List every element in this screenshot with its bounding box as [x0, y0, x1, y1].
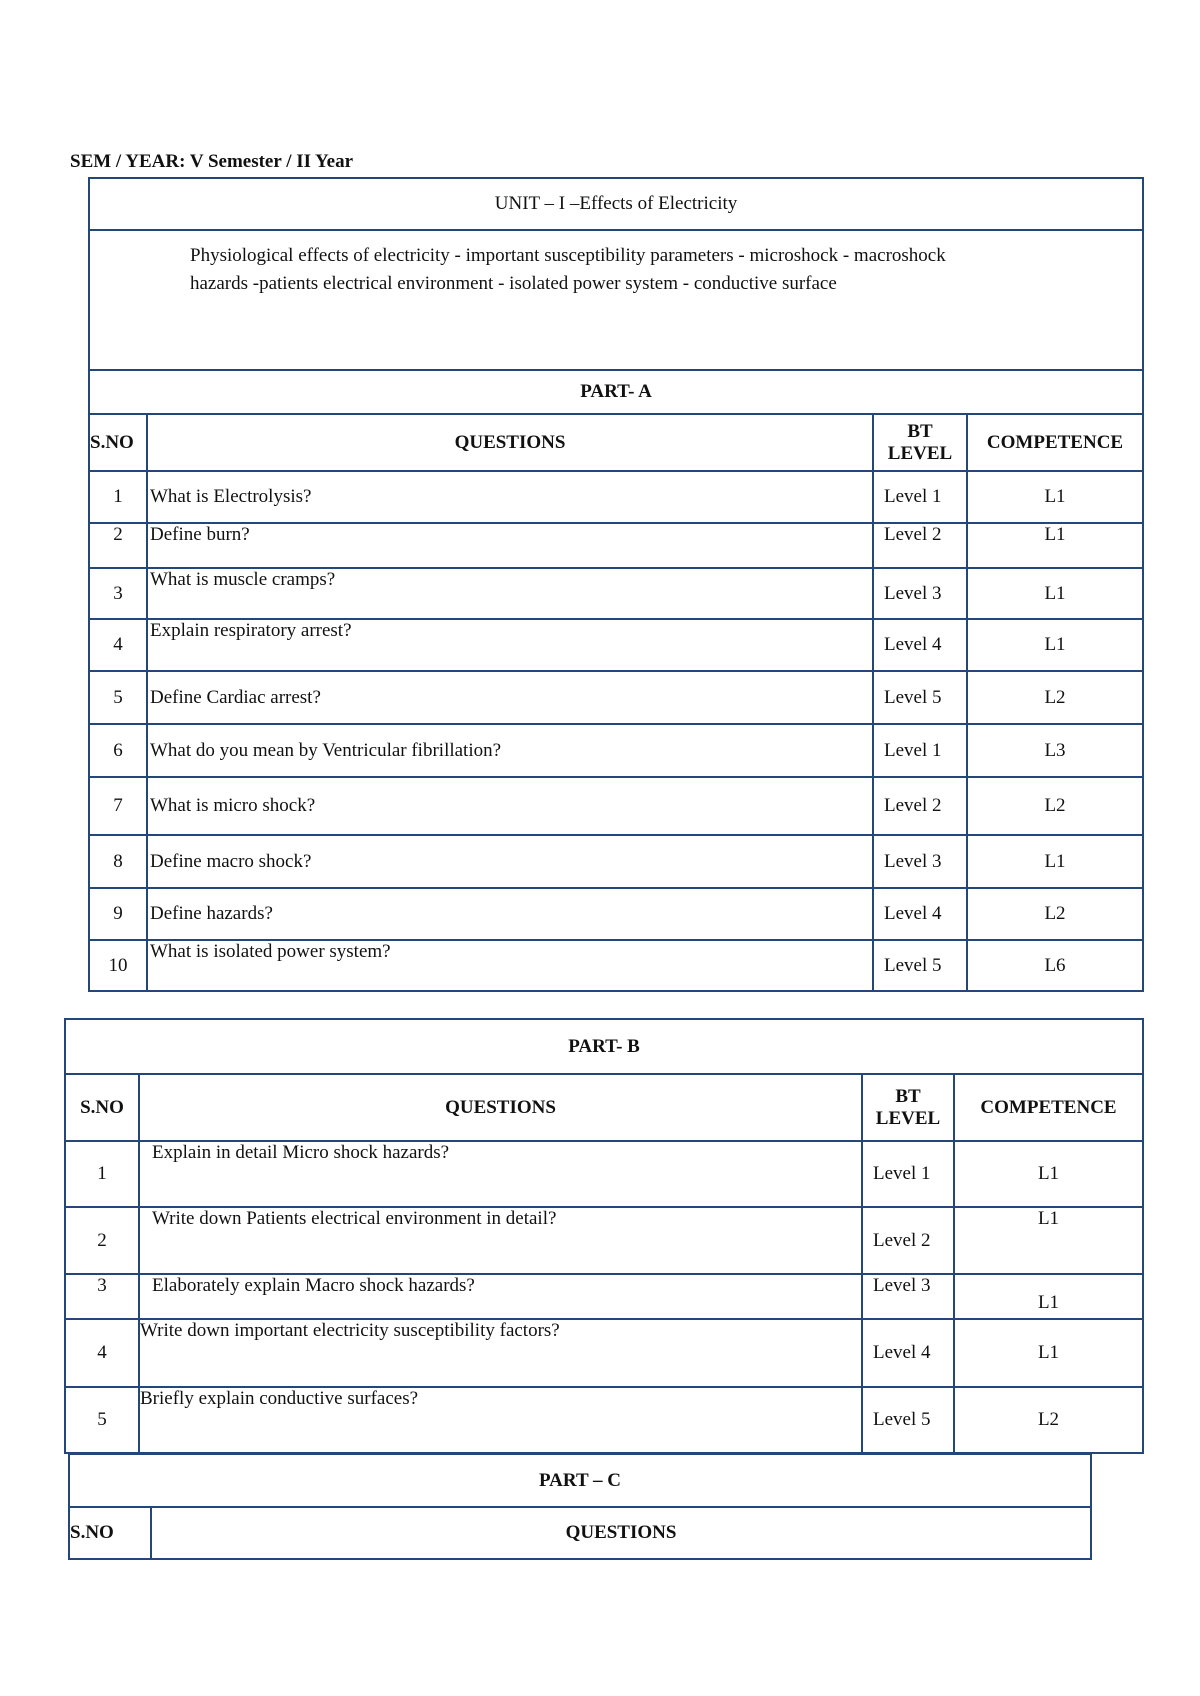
table-row: [89, 523, 1143, 568]
questions-header: QUESTIONS: [151, 1507, 1091, 1559]
bt-level-cell: Level 2: [862, 1207, 954, 1274]
table-row: [89, 619, 1143, 671]
competence-cell: L1: [954, 1207, 1143, 1274]
sno-header: S.NO: [69, 1507, 151, 1559]
syllabus-line-1: Physiological effects of electricity - important susceptibility parameters - microshock - macroshock: [190, 245, 946, 266]
competence-cell: L3: [967, 724, 1143, 777]
competence-cell: L6: [967, 940, 1143, 991]
table-row: [65, 1274, 1143, 1319]
bt-level-cell: Level 3: [873, 835, 967, 888]
question-cell: What is micro shock?: [147, 777, 873, 835]
bt-level-cell: Level 5: [873, 671, 967, 724]
bt-level-cell: Level 4: [873, 888, 967, 940]
sno-cell: 5: [89, 671, 147, 724]
bt-level-cell: Level 1: [873, 724, 967, 777]
competence-cell: L2: [967, 671, 1143, 724]
sem-year-heading: SEM / YEAR: V Semester / II Year: [70, 151, 354, 172]
table-row: [65, 1207, 1143, 1274]
syllabus-line-2: hazards -patients electrical environment - isolated power system - conductive surface: [190, 273, 837, 294]
competence-cell: L1: [967, 523, 1143, 568]
part-c-table: [68, 1453, 1092, 1560]
question-cell: Explain respiratory arrest?: [147, 619, 873, 671]
question-cell: What is Electrolysis?: [147, 471, 873, 523]
table-row: [89, 940, 1143, 991]
part-c-title: PART – C: [69, 1454, 1091, 1507]
table-row: [89, 471, 1143, 523]
competence-cell: L1: [954, 1141, 1143, 1207]
sno-cell: 3: [89, 568, 147, 619]
bt-level-cell: Level 3: [873, 568, 967, 619]
bt-level-cell: Level 2: [873, 777, 967, 835]
question-cell: Write down important electricity susceptibility factors?: [139, 1319, 862, 1387]
table-row: [65, 1141, 1143, 1207]
sno-header: S.NO: [89, 414, 147, 471]
question-cell: What is isolated power system?: [147, 940, 873, 991]
table-row: [89, 671, 1143, 724]
question-cell: Elaborately explain Macro shock hazards?: [139, 1274, 862, 1319]
sno-cell: 7: [89, 777, 147, 835]
bt-level-cell: Level 2: [873, 523, 967, 568]
competence-cell: L1: [954, 1274, 1143, 1319]
bt-level-cell: Level 4: [873, 619, 967, 671]
questions-header: QUESTIONS: [147, 414, 873, 471]
competence-cell: L1: [967, 619, 1143, 671]
question-cell: Explain in detail Micro shock hazards?: [139, 1141, 862, 1207]
question-cell: What do you mean by Ventricular fibrillation?: [147, 724, 873, 777]
competence-cell: L1: [967, 568, 1143, 619]
sno-cell: 8: [89, 835, 147, 888]
sno-header: S.NO: [65, 1074, 139, 1141]
competence-cell: L1: [967, 835, 1143, 888]
competence-header: COMPETENCE: [967, 414, 1143, 471]
question-cell: Define Cardiac arrest?: [147, 671, 873, 724]
competence-cell: L2: [967, 777, 1143, 835]
sno-cell: 2: [89, 523, 147, 568]
part-a-title: PART- A: [89, 370, 1143, 414]
table-row: [65, 1319, 1143, 1387]
bt-level-cell: Level 5: [862, 1387, 954, 1453]
question-cell: Write down Patients electrical environment in detail?: [139, 1207, 862, 1274]
bt-level-cell: Level 3: [862, 1274, 954, 1319]
question-cell: Define burn?: [147, 523, 873, 568]
bt-level-cell: Level 4: [862, 1319, 954, 1387]
sno-cell: 4: [65, 1319, 139, 1387]
sno-cell: 2: [65, 1207, 139, 1274]
sno-cell: 6: [89, 724, 147, 777]
competence-cell: L2: [967, 888, 1143, 940]
competence-cell: L2: [954, 1387, 1143, 1453]
table-row: [89, 777, 1143, 835]
bt-level-header: BT LEVEL: [873, 414, 967, 471]
sno-cell: 1: [65, 1141, 139, 1207]
bt-level-cell: Level 5: [873, 940, 967, 991]
question-cell: Define macro shock?: [147, 835, 873, 888]
question-cell: Briefly explain conductive surfaces?: [139, 1387, 862, 1453]
unit-syllabus: [89, 230, 1143, 370]
sno-cell: 3: [65, 1274, 139, 1319]
sno-cell: 1: [89, 471, 147, 523]
competence-header: COMPETENCE: [954, 1074, 1143, 1141]
part-b-table: [64, 1018, 1144, 1454]
competence-cell: L1: [954, 1319, 1143, 1387]
question-cell: What is muscle cramps?: [147, 568, 873, 619]
table-row: [89, 568, 1143, 619]
sno-cell: 5: [65, 1387, 139, 1453]
question-cell: Define hazards?: [147, 888, 873, 940]
table-row: [65, 1387, 1143, 1453]
competence-cell: L1: [967, 471, 1143, 523]
unit-title: UNIT – I –Effects of Electricity: [89, 178, 1143, 230]
sno-cell: 4: [89, 619, 147, 671]
table-row: [89, 888, 1143, 940]
sno-cell: 9: [89, 888, 147, 940]
bt-level-header: BT LEVEL: [862, 1074, 954, 1141]
questions-header: QUESTIONS: [139, 1074, 862, 1141]
part-a-table: [88, 177, 1144, 992]
table-row: [89, 724, 1143, 777]
bt-level-cell: Level 1: [862, 1141, 954, 1207]
part-b-title: PART- B: [65, 1019, 1143, 1074]
sno-cell: 10: [89, 940, 147, 991]
bt-level-cell: Level 1: [873, 471, 967, 523]
table-row: [89, 835, 1143, 888]
